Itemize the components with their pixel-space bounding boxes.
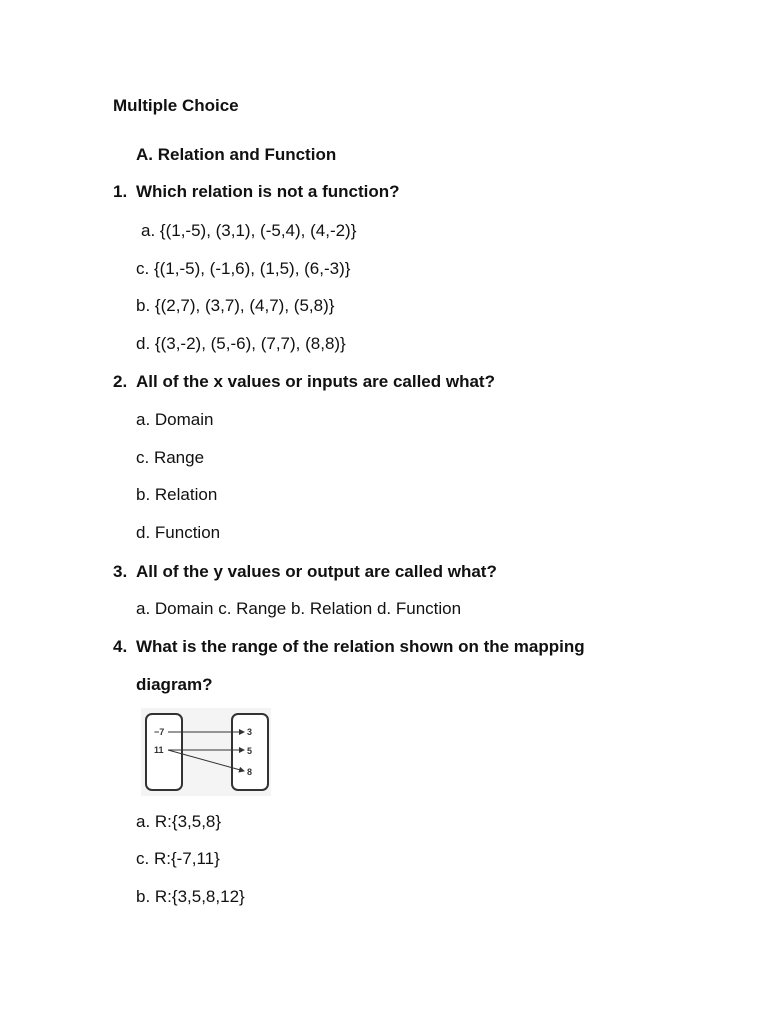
question-3 bbox=[113, 561, 497, 583]
option-1a: a. {(1,-5), (3,1), (-5,4), (4,-2)} bbox=[141, 221, 357, 240]
page-heading: Multiple Choice bbox=[113, 96, 239, 115]
question-text: Which relation is not a function? bbox=[136, 182, 400, 201]
option-2b: b. Relation bbox=[136, 485, 218, 504]
question-text-line-2: diagram? bbox=[136, 675, 213, 694]
question-number: 4. bbox=[113, 637, 128, 656]
mapping-diagram-svg bbox=[140, 707, 272, 797]
domain-value: 11 bbox=[154, 745, 164, 755]
question-text-line-1: What is the range of the relation shown on the mapping bbox=[136, 637, 585, 656]
range-value: 3 bbox=[247, 727, 253, 737]
option-4c: c. R:{-7,11} bbox=[136, 849, 220, 868]
option-2d: d. Function bbox=[136, 523, 221, 542]
section-title: A. Relation and Function bbox=[136, 145, 337, 164]
question-text: All of the x values or inputs are called what? bbox=[136, 372, 495, 391]
option-1c: c. {(1,-5), (-1,6), (1,5), (6,-3)} bbox=[136, 259, 351, 278]
question-text: All of the y values or output are called what? bbox=[136, 562, 497, 581]
options-3-inline: a. Domain c. Range b. Relation d. Function bbox=[136, 599, 462, 618]
range-value: 8 bbox=[247, 767, 253, 777]
option-2a: a. Domain bbox=[136, 410, 214, 429]
option-1b: b. {(2,7), (3,7), (4,7), (5,8)} bbox=[136, 296, 335, 315]
range-value: 5 bbox=[247, 746, 253, 756]
question-1 bbox=[113, 181, 400, 203]
question-2 bbox=[113, 371, 495, 393]
question-number: 2. bbox=[113, 372, 128, 391]
question-number: 1. bbox=[113, 182, 128, 201]
mapping-diagram bbox=[140, 707, 272, 797]
option-4b: b. R:{3,5,8,12} bbox=[136, 887, 245, 906]
question-4 bbox=[113, 636, 585, 658]
option-4a: a. R:{3,5,8} bbox=[136, 812, 222, 831]
domain-value: −7 bbox=[154, 727, 165, 737]
option-1d: d. {(3,-2), (5,-6), (7,7), (8,8)} bbox=[136, 334, 346, 353]
option-2c: c. Range bbox=[136, 448, 205, 467]
question-number: 3. bbox=[113, 562, 128, 581]
